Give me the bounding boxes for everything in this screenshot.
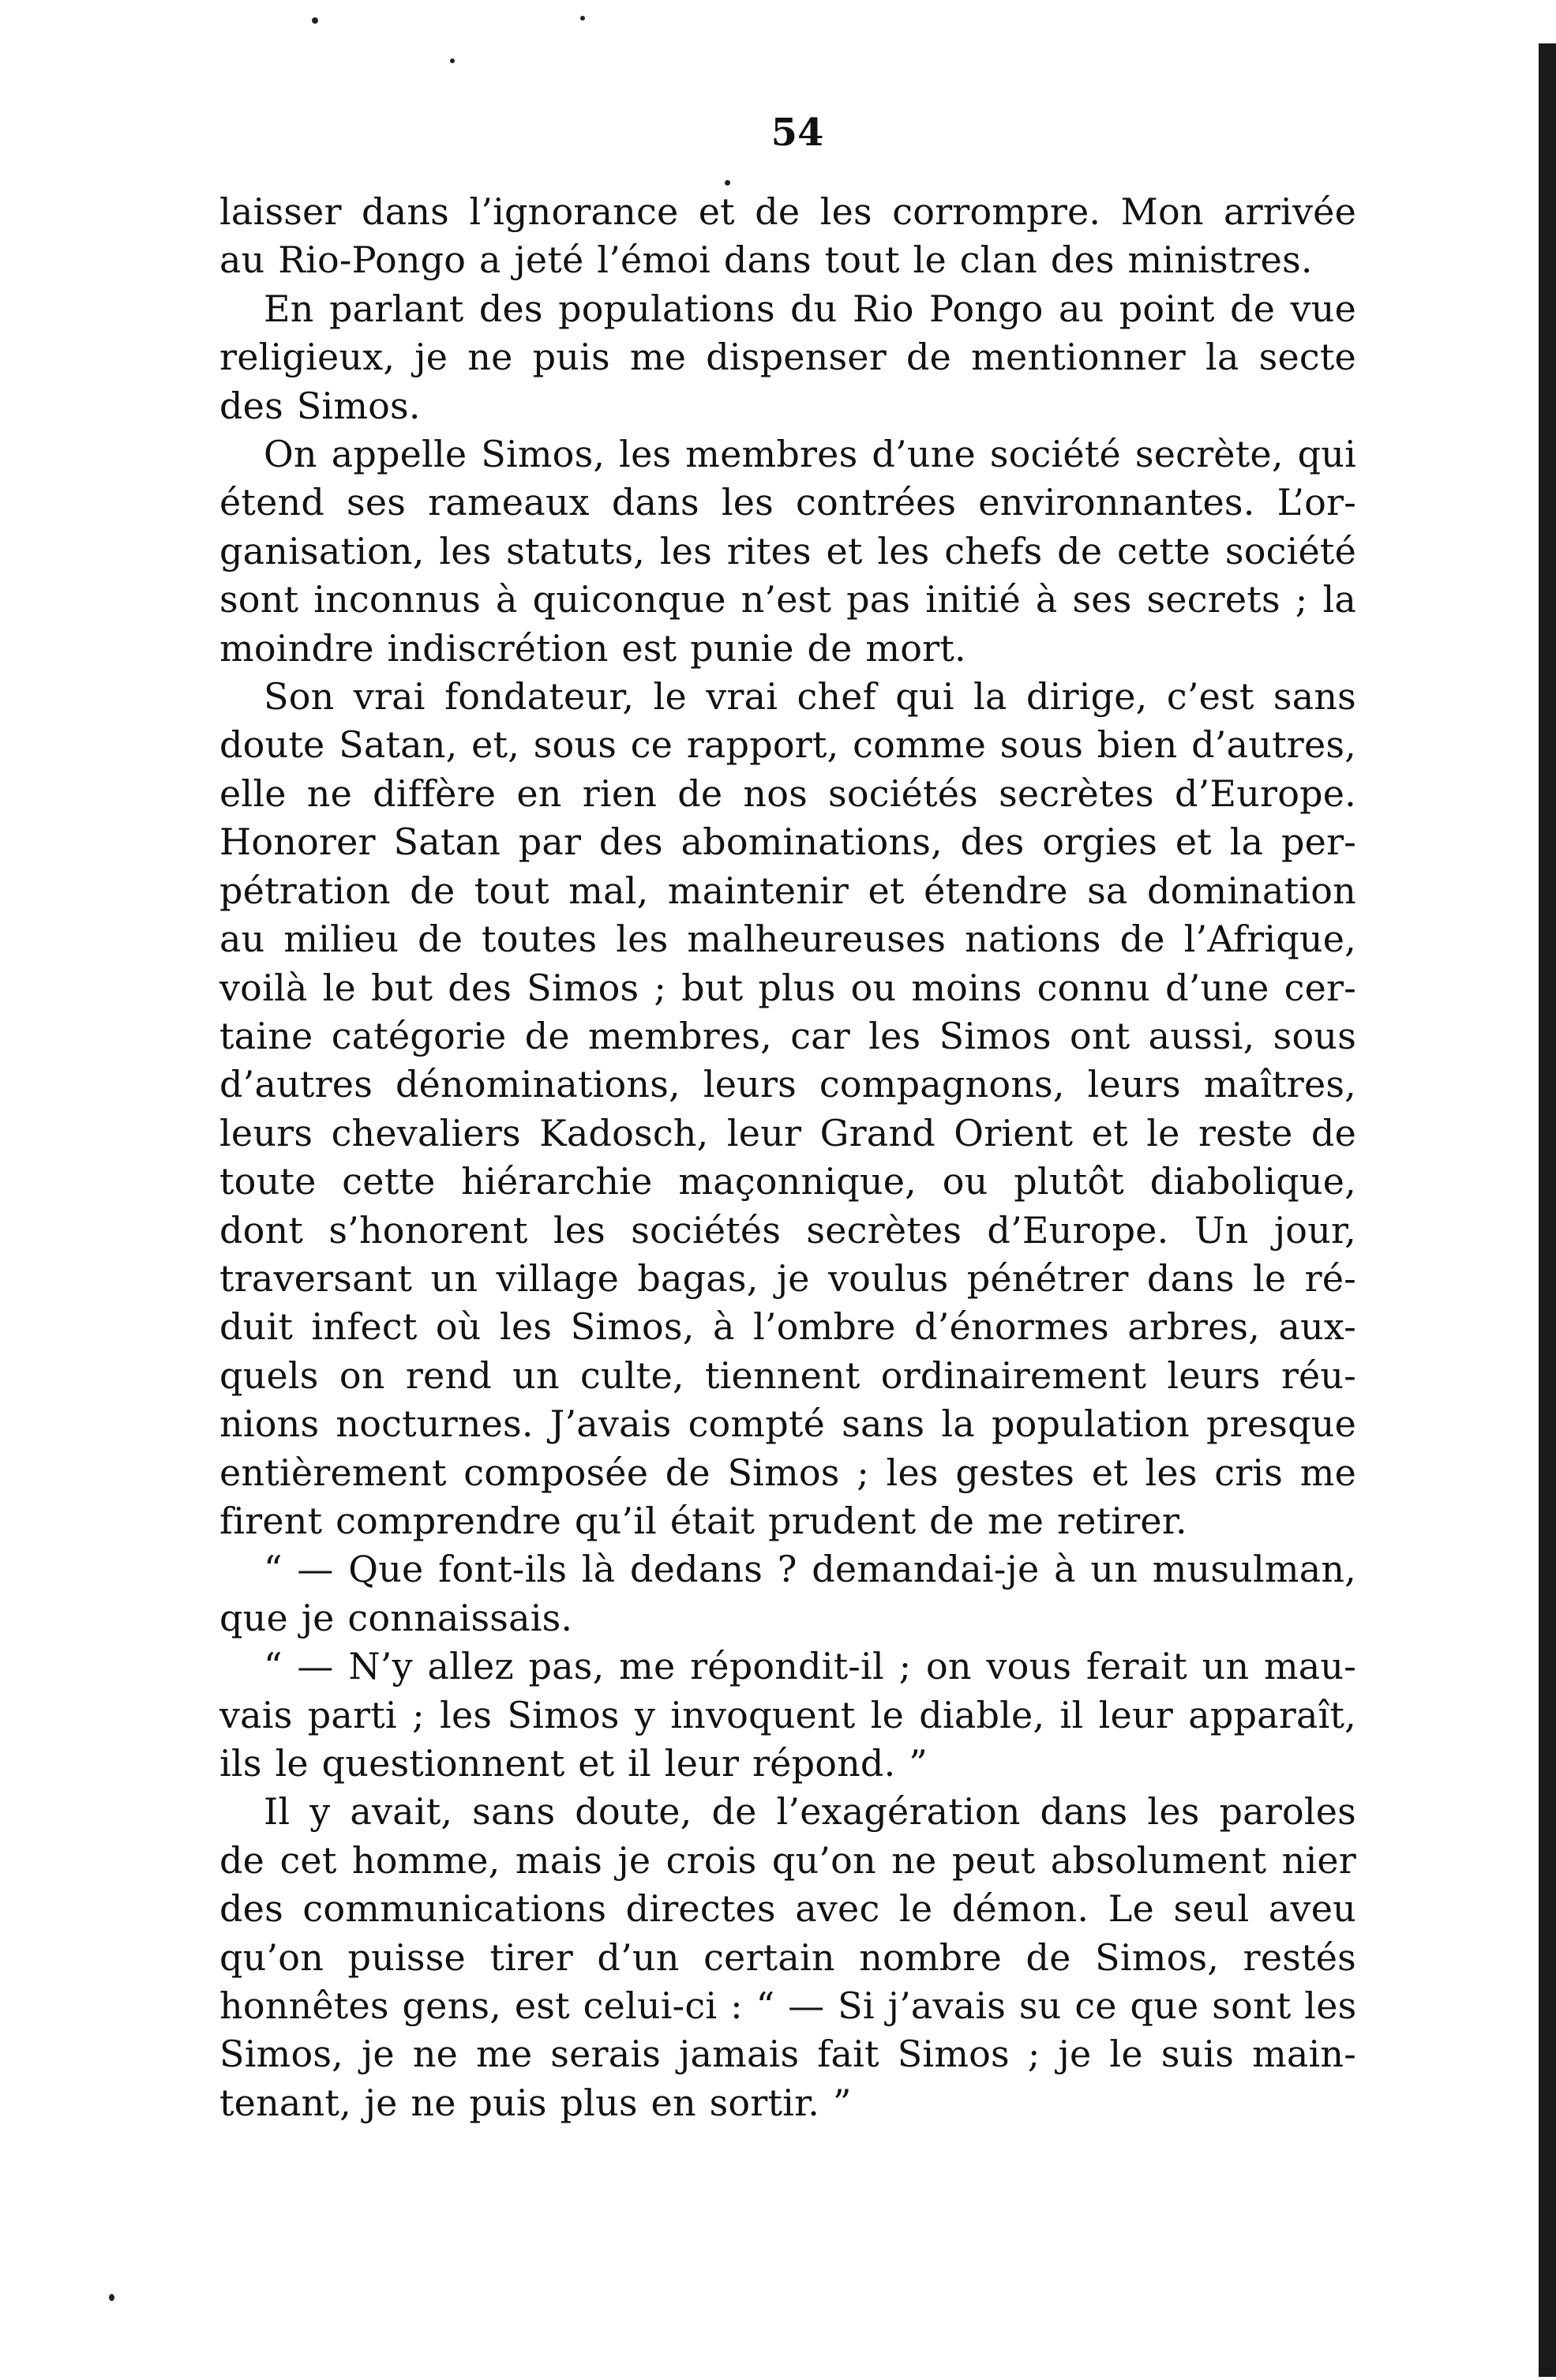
text-line: nions nocturnes. J’avais compté sans la population presque: [219, 1402, 1356, 1446]
text-line: au Rio-Pongo a jeté l’émoi dans tout le clan des ministres.: [219, 238, 1313, 282]
scan-speck: [109, 2294, 114, 2301]
text-line: duit infect où les Simos, à l’ombre d’énormes arbres, aux-: [219, 1305, 1356, 1349]
page-number: 54: [771, 111, 824, 155]
text-line: entièrement composée de Simos ; les gestes et les cris me: [219, 1451, 1356, 1494]
text-line: dont s’honorent les sociétés secrètes d’Europe. Un jour,: [219, 1208, 1356, 1252]
text-line: doute Satan, et, sous ce rapport, comme sous bien d’autres,: [219, 723, 1356, 767]
text-line: laisser dans l’ignorance et de les corrompre. Mon arrivée: [219, 190, 1356, 233]
text-line: Son vrai fondateur, le vrai chef qui la dirige, c’est sans: [264, 675, 1356, 719]
text-line: sont inconnus à quiconque n’est pas initié à ses secrets ; la: [219, 578, 1356, 621]
text-line: Il y avait, sans doute, de l’exagération dans les paroles: [264, 1790, 1356, 1834]
text-line: étend ses rameaux dans les contrées environnantes. L’or-: [219, 481, 1356, 524]
text-line: pétration de tout mal, maintenir et étendre sa domination: [219, 869, 1356, 912]
scan-speck: [450, 58, 455, 63]
text-line: qu’on puisse tirer d’un certain nombre de Simos, restés: [219, 1935, 1356, 1979]
text-line: quels on rend un culte, tiennent ordinairement leurs réu-: [219, 1353, 1356, 1397]
text-line: voilà le but des Simos ; but plus ou moins connu d’une cer-: [219, 966, 1356, 1009]
text-line: ils le questionnent et il leur répond. ”: [219, 1742, 928, 1785]
text-line: toute cette hiérarchie maçonnique, ou plutôt diabolique,: [219, 1160, 1356, 1203]
text-line: firent comprendre qu’il était prudent de me retirer.: [219, 1499, 1187, 1542]
text-line: Honorer Satan par des abominations, des orgies et la per-: [219, 820, 1356, 864]
page-edge-rule: [1539, 43, 1556, 2377]
text-line: des Simos.: [219, 384, 421, 427]
text-line: “ — Que font-ils là dedans ? demandai-je à un musulman,: [264, 1548, 1356, 1591]
body-text: [219, 188, 1356, 2127]
text-line: En parlant des populations du Rio Pongo au point de vue: [264, 287, 1356, 330]
scan-speck: [580, 16, 585, 21]
text-line: traversant un village bagas, je voulus pénétrer dans le ré-: [219, 1256, 1356, 1300]
text-line: vais parti ; les Simos y invoquent le diable, il leur apparaît,: [219, 1693, 1356, 1736]
text-line: “ — N’y allez pas, me répondit-il ; on vous ferait un mau-: [264, 1645, 1356, 1688]
scan-speck: [725, 180, 730, 186]
text-line: ganisation, les statuts, les rites et les chefs de cette société: [219, 529, 1356, 572]
text-line: d’autres dénominations, leurs compagnons, leurs maîtres,: [219, 1063, 1356, 1106]
text-line: des communications directes avec le démon. Le seul aveu: [219, 1887, 1356, 1931]
text-line: Simos, je ne me serais jamais fait Simos ; je le suis main-: [219, 2033, 1356, 2076]
text-line: On appelle Simos, les membres d’une société secrète, qui: [264, 433, 1356, 476]
text-line: que je connaissais.: [219, 1596, 573, 1639]
text-line: tenant, je ne puis plus en sortir. ”: [219, 2081, 852, 2124]
text-line: moindre indiscrétion est punie de mort.: [219, 626, 966, 670]
text-line: honnêtes gens, est celui-ci : “ — Si j’avais su ce que sont les: [219, 1984, 1357, 2028]
text-line: taine catégorie de membres, car les Simos ont aussi, sous: [219, 1014, 1356, 1057]
scan-speck: [312, 17, 318, 24]
text-line: au milieu de toutes les malheureuses nations de l’Afrique,: [219, 918, 1356, 961]
text-line: religieux, je ne puis me dispenser de mentionner la secte: [219, 336, 1356, 379]
text-line: leurs chevaliers Kadosch, leur Grand Orient et le reste de: [219, 1111, 1356, 1154]
text-line: de cet homme, mais je crois qu’on ne peut absolument nier: [219, 1838, 1356, 1882]
text-line: elle ne diffère en rien de nos sociétés secrètes d’Europe.: [219, 771, 1356, 815]
